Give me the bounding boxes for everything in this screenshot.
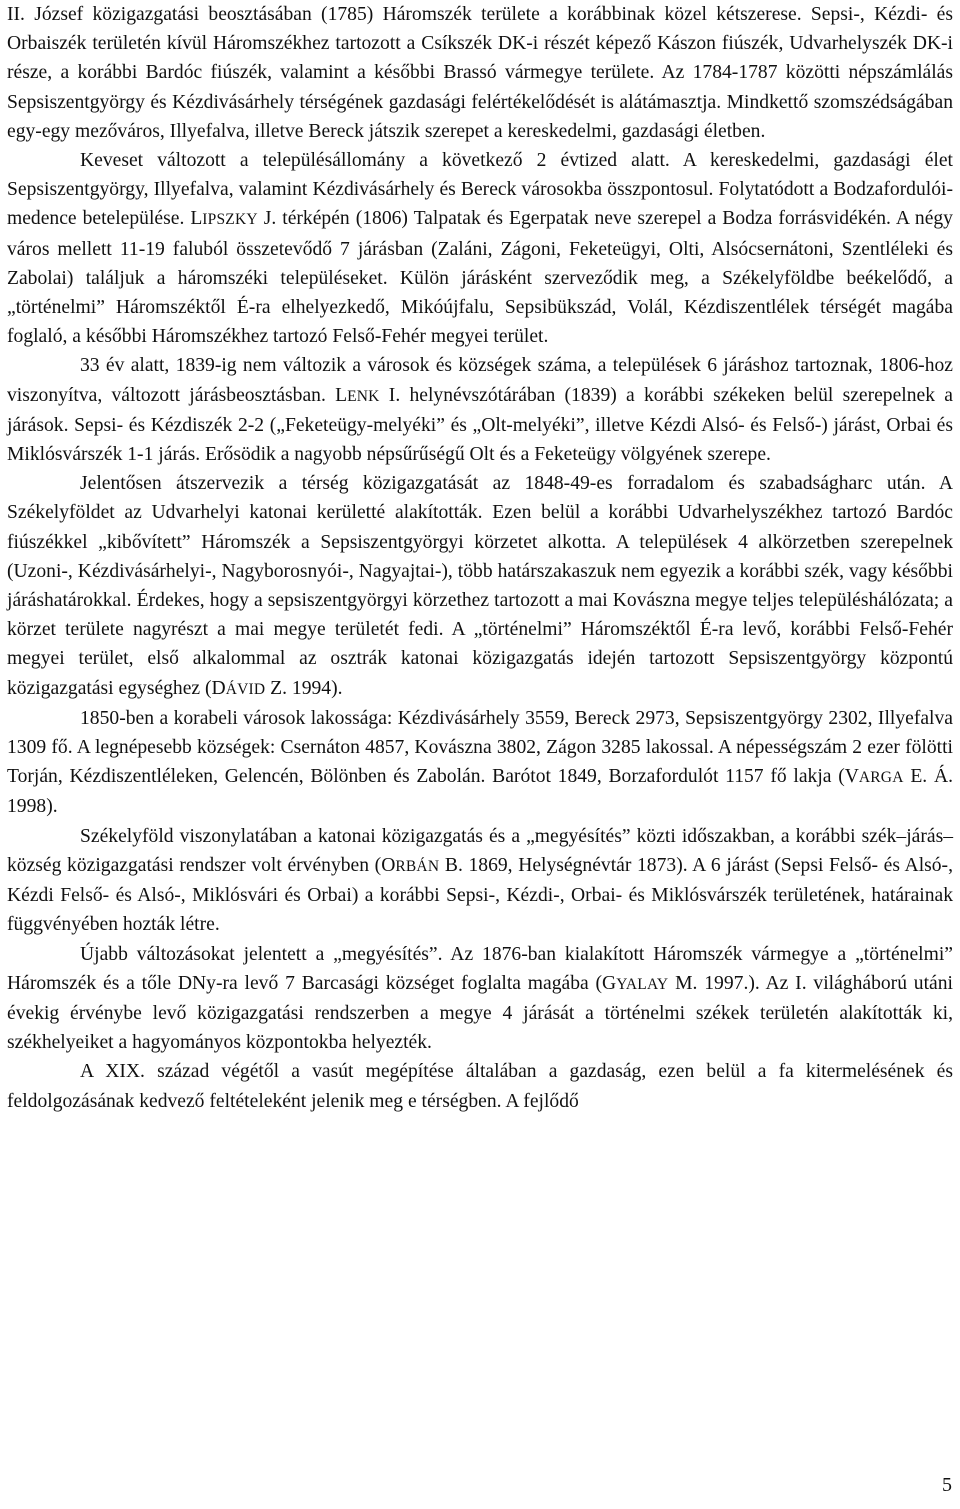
author-small-caps: IPSZKY bbox=[202, 211, 258, 229]
paragraph-5 bbox=[7, 704, 953, 822]
author-small-caps: ENK bbox=[347, 387, 380, 405]
paragraph-2 bbox=[7, 146, 953, 351]
paragraph-2-text-b: J. térképén (1806) Talpatak és Egerpatak neve szerepel a Bodza forrásvidékén. A négy város mellett 11-19 faluból összetevődő 7 járásban (Zaláni, Zágoni, Feketeügyi, Olti, Alsócsernátoni, Szentléleki és Zabolai) találjuk a háromszéki településeket. Külön járásként szerveződik meg, a Székelyföldbe beékelődő, a „történelmi” Háromszéktől É-ra elhelyezkedő, Mikóújfalu, Sepsibükszád, Volál, Kézdiszentlélek térségét magába foglaló, a későbbi Háromszékhez tartozó Felső-Fehér megyei terület. bbox=[7, 208, 953, 348]
paragraph-6 bbox=[7, 822, 953, 940]
paragraph-5-text-b: E. Á. 1998). bbox=[7, 766, 953, 818]
paragraph-7 bbox=[7, 940, 953, 1058]
paragraph-6-text-b: B. 1869, Helységnévtár 1873). A 6 járást (Sepsi Felső- és Alsó-, Kézdi Felső- és Alsó-, Miklósvári és Orbai) a korábbi Sepsi-, Kézdi-, Orbai- és Miklósvárszék területének, határainak függvényében hozták létre. bbox=[7, 854, 953, 936]
paragraph-3 bbox=[7, 351, 953, 469]
author-small-caps: RBÁN bbox=[395, 857, 440, 875]
paragraph-8 bbox=[7, 1057, 953, 1115]
author-small-caps: ARGA bbox=[858, 769, 904, 787]
author-small-caps: ÁVID bbox=[225, 680, 266, 698]
paragraph-2-text-a: Keveset változott a településállomány a következő 2 évtized alatt. A kereskedelmi, gazdasági élet Sepsiszentgyörgy, Illyefalva, valamint Kézdivásárhely és Bereck városokba összpontosul. Folytatódott a Bodzafordulói-medence betelepülése. L bbox=[7, 150, 953, 230]
paragraph-4-text-a: Jelentősen átszervezik a térség közigazgatását az 1848-49-es forradalom és szabadságharc után. A Székelyföldet az Udvarhelyi katonai kerületté alakították. Ezen belül a korábbi Udvarhelyszékhez tartozó Bardóc fiúszékkel „kibővített” Háromszék a Sepsiszentgyörgyi körzetet alkotta. A települések 4 alkörzetben szerepelnek (Uzoni-, Kézdivásárhelyi-, Nagyborosnyói-, Nagyajtai-), több határszakaszuk nem egyezik a korábbi szék, vagy későbbi járáshatárokkal. Érdekes, hogy a sepsiszentgyörgyi körzethez tartozott a mai Kovászna megye teljes településhálózata; a körzet területe nagyrészt a mai megye területét fedi. A „történelmi” Háromszéktől É-ra levő, korábbi Felső-Fehér megyei terület, első alkalommal az osztrák katonai közigazgatás idején tartozott Sepsiszentgyörgy központú közigazgatási egységhez (D bbox=[7, 473, 953, 699]
paragraph-7-text-b: M. 1997.). Az I. világháború utáni évekig érvénybe levő közigazgatási rendszerben a megye 4 járását a történelmi székek területén alakították ki, székhelyeiket a hagyományos központokba helyezték. bbox=[7, 972, 953, 1054]
paragraph-6-text-a: Székelyföld viszonylatában a katonai közigazgatás és a „megyésítés” közti időszakban, a korábbi szék–járás–község közigazgatási rendszer volt érvényben (O bbox=[7, 825, 953, 876]
paragraph-1 bbox=[7, 0, 953, 146]
paragraph-4 bbox=[7, 469, 953, 704]
paragraph-8-text: A XIX. század végétől a vasút megépítése általában a gazdaság, ezen belül a fa kitermelésének és feldolgozásának kedvező feltételeként jelenik meg e térségben. A fejlődő bbox=[7, 1061, 953, 1112]
page-number: 5 bbox=[942, 1474, 952, 1496]
paragraph-3-text-a: 33 év alatt, 1839-ig nem változik a városok és községek száma, a települések 6 járáshoz tartoznak, 1806-hoz viszonyítva, változott járásbeosztásban. L bbox=[7, 355, 953, 406]
document-page bbox=[7, 0, 953, 1116]
author-small-caps: YALAY bbox=[616, 975, 669, 993]
paragraph-4-text-b: Z. 1994). bbox=[265, 677, 343, 699]
paragraph-3-text-b: I. helynévszótárában (1839) a korábbi székeken belül szerepelnek a járások. Sepsi- és Kézdiszék 2-2 („Feketeügy-melyéki” és „Olt-melyéki”, illetve Kézdi Alsó- és Felső-) járást, Orbai és Miklósvárszék 1-1 járás. Erősödik a nagyobb népsűrűségű Olt és a Feketeügy völgyének szerepe. bbox=[7, 384, 953, 466]
paragraph-5-text-a: 1850-ben a korabeli városok lakossága: Kézdivásárhely 3559, Bereck 2973, Sepsiszentgyörgy 2302, Illyefalva 1309 fő. A legnépesebb községek: Csernáton 4857, Kovászna 3802, Zágon 3285 lakossal. A népességszám 2 ezer fölötti Torján, Kézdiszentléleken, Gelencén, Bölönben és Zabolán. Barótot 1849, Borzafordulót 1157 fő lakja (V bbox=[7, 707, 953, 788]
paragraph-7-text-a: Újabb változásokat jelentett a „megyésítés”. Az 1876-ban kialakított Háromszék vármegye a „történelmi” Háromszék és a tőle DNy-ra levő 7 Barcasági községet foglalta magába (G bbox=[7, 943, 953, 994]
paragraph-1-text: II. József közigazgatási beosztásában (1785) Háromszék területe a korábbinak közel kétszerese. Sepsi-, Kézdi- és Orbaiszék területén kívül Háromszékhez tartozott a Csíkszék DK-i részét képező Kászon fiúszék, Udvarhelyszék DK-i része, a korábbi Bardóc fiúszék, valamint a későbbi Brassó vármegye területe. Az 1784-1787 közötti népszámlálás Sepsiszentgyörgy és Kézdivásárhely térségének gazdasági felértékelődését is alátámasztja. Mindkettő szomszédságában egy-egy mezőváros, Illyefalva, illetve Bereck játszik szerepet a kereskedelmi, gazdasági életben. bbox=[7, 4, 953, 142]
